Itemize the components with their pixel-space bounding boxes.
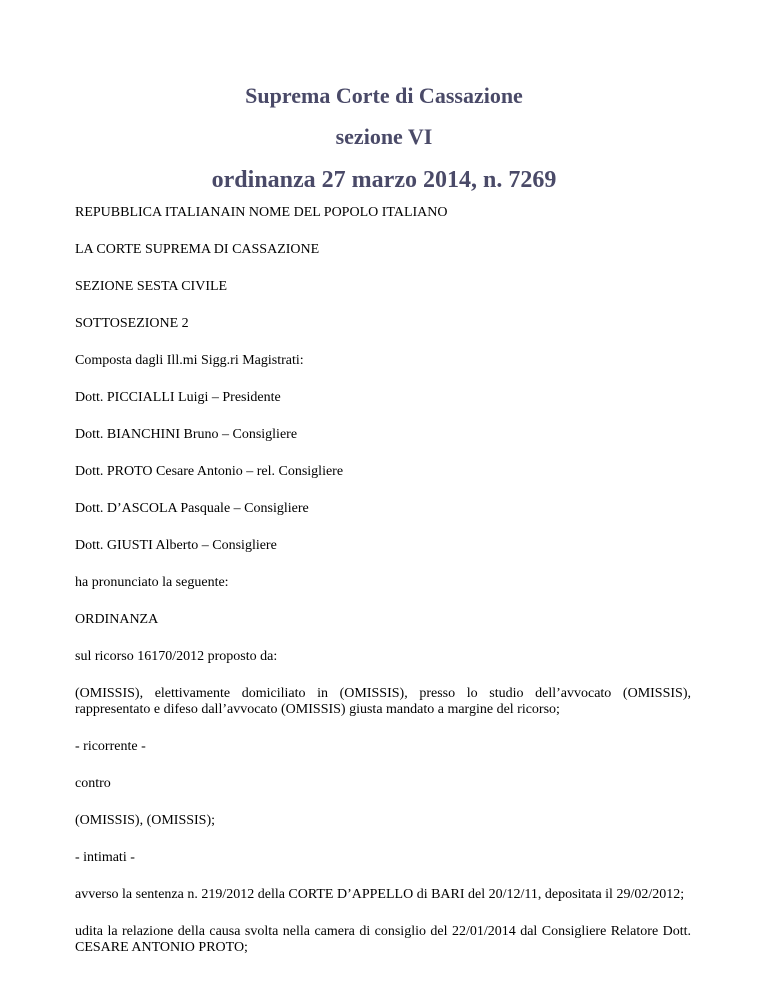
paragraph-subsection: SOTTOSEZIONE 2 [75,316,189,331]
section-title: sezione VI [335,124,433,149]
paragraph-appellant: (OMISSIS), elettivamente domiciliato in (OMISSIS), presso lo studio dell’avvocato (OMISSIS), rappresentato e difeso dall’avvocato (OMISSIS) giusta mandato a margine del ricorso; [75,686,691,717]
paragraph-court-name: LA CORTE SUPREMA DI CASSAZIONE [75,242,320,257]
paragraph-appeal: sul ricorso 16170/2012 proposto da: [75,649,278,664]
judge-rapporteur: Dott. PROTO Cesare Antonio – rel. Consigliere [75,464,344,479]
paragraph-hearing: udita la relazione della causa svolta nella camera di consiglio del 22/01/2014 dal Consigliere Relatore Dott. CESARE ANTONIO PROTO; [75,924,691,955]
paragraph-composition: Composta dagli Ill.mi Sigg.ri Magistrati: [75,353,304,368]
paragraph-republic-header: REPUBBLICA ITALIANAIN NOME DEL POPOLO ITALIANO [75,205,448,220]
paragraph-respondents: (OMISSIS), (OMISSIS); [75,813,216,828]
judge-councillor: Dott. BIANCHINI Bruno – Consigliere [75,427,298,442]
court-title: Suprema Corte di Cassazione [245,83,523,108]
paragraph-ordinance-label: ORDINANZA [75,612,159,627]
judge-president: Dott. PICCIALLI Luigi – Presidente [75,390,281,405]
paragraph-section: SEZIONE SESTA CIVILE [75,279,228,294]
judge-councillor: Dott. GIUSTI Alberto – Consigliere [75,538,277,553]
ordinance-title: ordinanza 27 marzo 2014, n. 7269 [211,167,557,193]
document-body [75,205,691,977]
paragraph-intimati: - intimati - [75,850,135,865]
judge-councillor: Dott. D’ASCOLA Pasquale – Consigliere [75,501,309,516]
paragraph-contro: contro [75,776,111,791]
paragraph-pronounced: ha pronunciato la seguente: [75,575,229,590]
paragraph-ricorrente: - ricorrente - [75,739,146,754]
paragraph-judgment-appealed: avverso la sentenza n. 219/2012 della CORTE D’APPELLO di BARI del 20/12/11, depositata il 29/02/2012; [75,887,685,902]
